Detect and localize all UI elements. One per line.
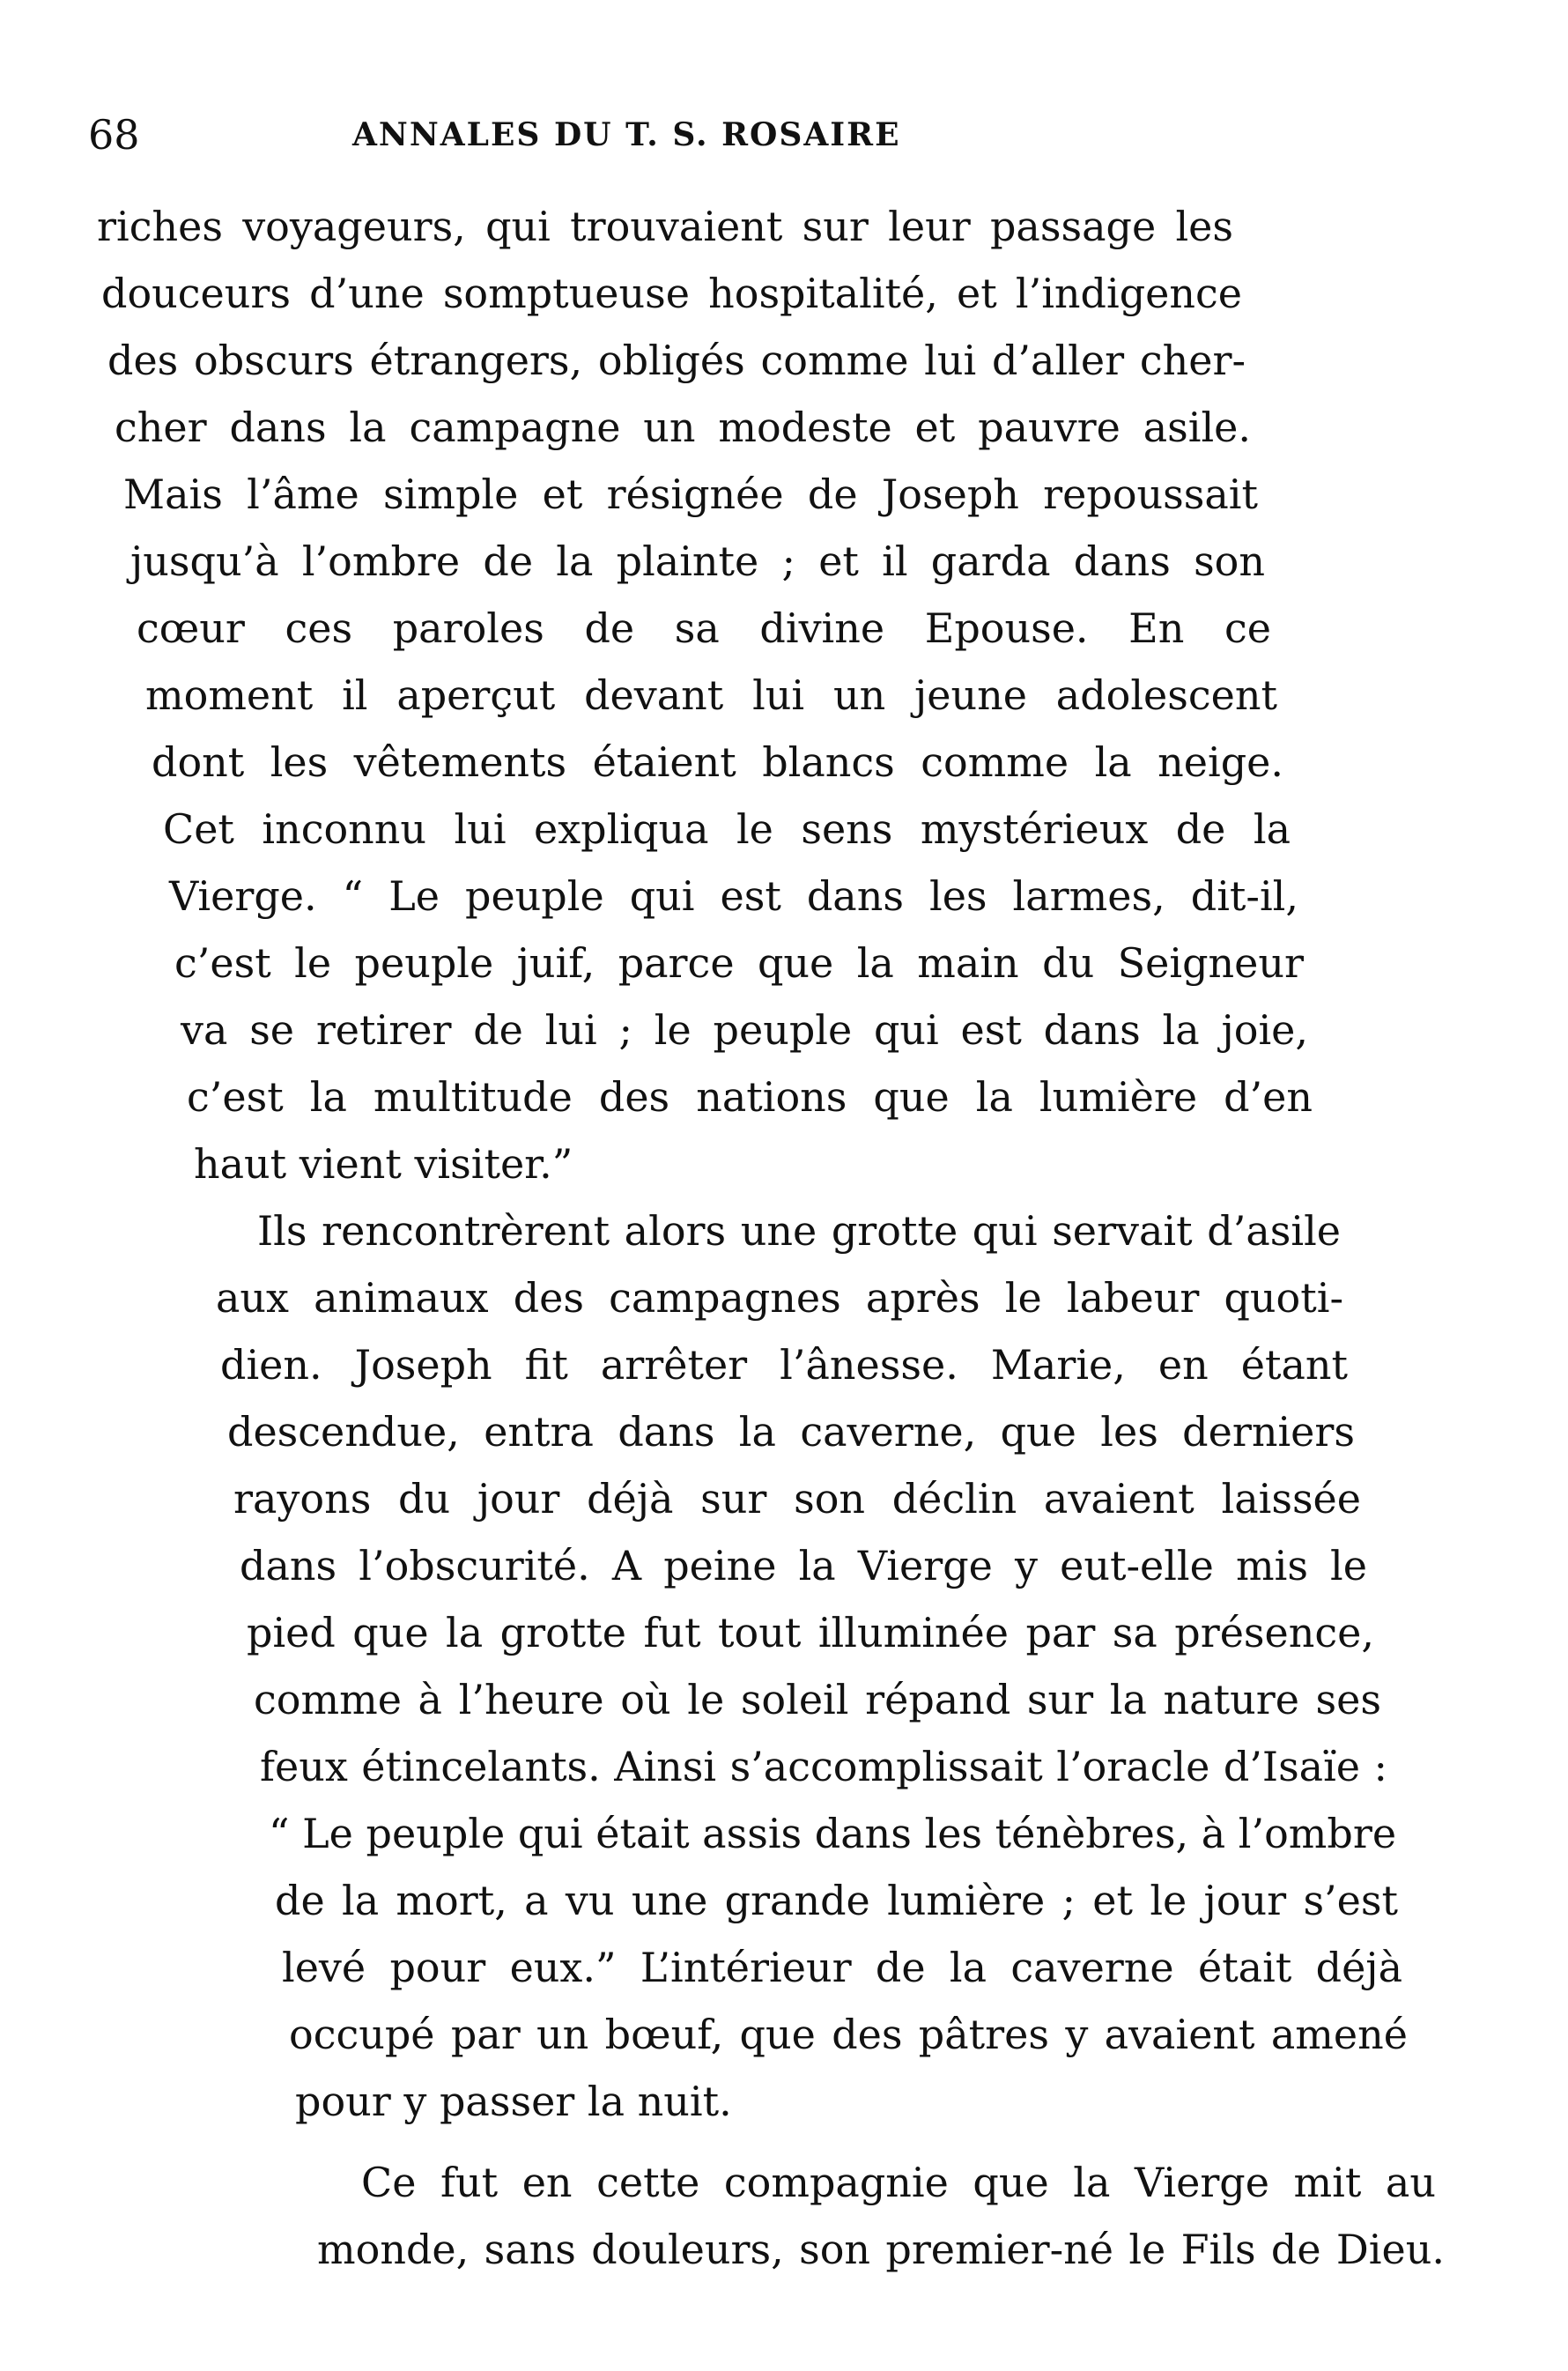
text-line: dont les vêtements étaient blancs comme la neige.	[152, 738, 1283, 786]
text-line: rayons du jour déjà sur son déclin avaient laissée	[233, 1475, 1361, 1523]
text-line: des obscurs étrangers, obligés comme lui d’aller cher-	[107, 337, 1246, 384]
text-line: riches voyageurs, qui trouvaient sur leur passage les	[97, 203, 1233, 250]
text-line: descendue, entra dans la caverne, que les derniers	[227, 1408, 1355, 1456]
text-line: dien. Joseph fit arrêter l’ânesse. Marie, en étant	[220, 1341, 1348, 1389]
text-line: pied que la grotte fut tout illuminée par sa présence,	[247, 1609, 1374, 1656]
text-line: “ Le peuple qui était assis dans les ténèbres, à l’ombre	[269, 1810, 1397, 1857]
text-line: pour y passer la nuit.	[295, 2078, 732, 2125]
running-title: ANNALES DU T. S. ROSAIRE	[352, 116, 901, 153]
text-line: Ils rencontrèrent alors une grotte qui servait d’asile	[257, 1207, 1341, 1255]
text-line: dans l’obscurité. A peine la Vierge y eut-elle mis le	[240, 1542, 1367, 1589]
text-line: monde, sans douleurs, son premier-né le Fils de Dieu.	[317, 2226, 1445, 2273]
text-line: Vierge. “ Le peuple qui est dans les larmes, dit-il,	[169, 872, 1298, 920]
text-line: aux animaux des campagnes après le labeur quoti-	[216, 1274, 1343, 1322]
text-line: occupé par un bœuf, que des pâtres y avaient amené	[289, 2011, 1408, 2058]
page-header	[88, 104, 1462, 166]
text-line: levé pour eux.” L’intérieur de la caverne était déjà	[282, 1944, 1402, 1991]
text-line: Mais l’âme simple et résignée de Joseph repoussait	[123, 470, 1258, 518]
text-line: Ce fut en cette compagnie que la Vierge mit au	[361, 2159, 1436, 2206]
text-line: feux étincelants. Ainsi s’accomplissait l’oracle d’Isaïe :	[260, 1743, 1387, 1790]
text-line: douceurs d’une somptueuse hospitalité, et l’indigence	[101, 270, 1242, 317]
text-line: c’est le peuple juif, parce que la main du Seigneur	[174, 939, 1304, 987]
text-line: de la mort, a vu une grande lumière ; et le jour s’est	[275, 1877, 1398, 1924]
text-line: Cet inconnu lui expliqua le sens mystérieux de la	[163, 805, 1291, 853]
text-line: cœur ces paroles de sa divine Epouse. En ce	[137, 604, 1271, 652]
text-line: moment il aperçut devant lui un jeune adolescent	[145, 671, 1277, 719]
text-line: cher dans la campagne un modeste et pauvre asile.	[115, 404, 1251, 451]
text-line: jusqu’à l’ombre de la plainte ; et il garda dans son	[130, 537, 1265, 585]
page-number: 68	[88, 111, 140, 159]
text-line: c’est la multitude des nations que la lumière d’en	[187, 1073, 1313, 1121]
text-line: va se retirer de lui ; le peuple qui est dans la joie,	[181, 1006, 1308, 1054]
text-line: haut vient visiter.”	[194, 1140, 573, 1188]
text-line: comme à l’heure où le soleil répand sur la nature ses	[254, 1676, 1381, 1723]
